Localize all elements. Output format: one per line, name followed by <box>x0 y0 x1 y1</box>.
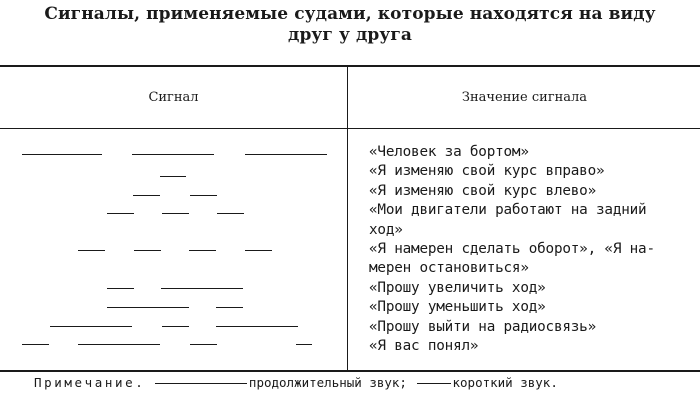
title-line-1: Сигналы, применяемые судами, которые находятся на виду <box>44 4 656 24</box>
signal-dash-long <box>50 326 132 327</box>
signal-dash-short <box>107 288 134 289</box>
title-line-2: друг у друга <box>288 25 412 45</box>
meaning-decrease-speed: «Прошу уменьшить ход» <box>369 299 546 316</box>
footnote <box>34 374 694 392</box>
meaning-increase-speed: «Прошу увеличить ход» <box>369 279 546 296</box>
meaning-engines-astern-cont: ход» <box>369 221 403 238</box>
meaning-turn-around-cont: мерен остановиться» <box>369 260 529 277</box>
signal-column <box>0 145 347 355</box>
signal-dash-short <box>190 195 217 196</box>
signal-dash-long <box>78 344 160 345</box>
signal-dash-short <box>217 213 244 214</box>
table-column-divider <box>347 66 348 370</box>
signal-dash-short <box>134 250 161 251</box>
signal-dash-short <box>162 213 189 214</box>
meaning-man-overboard: «Человек за бортом» <box>369 144 529 160</box>
meaning-engines-astern: «Мои двигатели работают на задний <box>369 202 647 219</box>
signal-dash-long <box>161 288 243 289</box>
signal-dash-long <box>107 307 189 308</box>
signal-dash-short <box>22 344 49 345</box>
signal-dash-short <box>107 213 134 214</box>
signal-dash-short <box>78 250 105 251</box>
signal-dash-short <box>216 307 243 308</box>
signal-dash-short <box>133 195 160 196</box>
signal-dash-short <box>162 326 189 327</box>
footnote-label: Примечание. <box>34 375 146 390</box>
signal-dash-short <box>189 250 216 251</box>
legend-long-text: продолжительный звук; <box>248 375 407 390</box>
signal-dash-short <box>245 250 272 251</box>
table-header-rule <box>0 128 700 129</box>
signal-dash-long <box>216 326 298 327</box>
signal-dash-short <box>190 344 217 345</box>
signal-dash-long <box>132 154 214 155</box>
meaning-course-left: «Я изменяю свой курс влево» <box>369 182 597 199</box>
table-top-rule <box>0 65 700 67</box>
signal-dash-long <box>22 154 102 155</box>
column-header-meaning: Значение сигнала <box>461 90 588 105</box>
legend-short-text: короткий звук. <box>452 375 558 390</box>
signal-dash-long <box>245 154 327 155</box>
meaning-course-right: «Я изменяю свой курс вправо» <box>369 163 605 180</box>
legend-long-dash <box>155 383 247 384</box>
meaning-radio-contact: «Прошу выйти на радиосвязь» <box>369 318 597 335</box>
page-title <box>0 4 700 46</box>
legend-short-dash <box>417 383 451 384</box>
meaning-turn-around: «Я намерен сделать оборот», «Я на- <box>369 241 655 258</box>
table-bottom-rule <box>0 370 700 372</box>
signal-dash-short <box>160 176 186 177</box>
signal-dash-short <box>296 344 312 345</box>
meaning-column <box>369 143 699 356</box>
meaning-understood: «Я вас понял» <box>369 338 479 355</box>
column-header-signal: Сигнал <box>148 90 199 105</box>
